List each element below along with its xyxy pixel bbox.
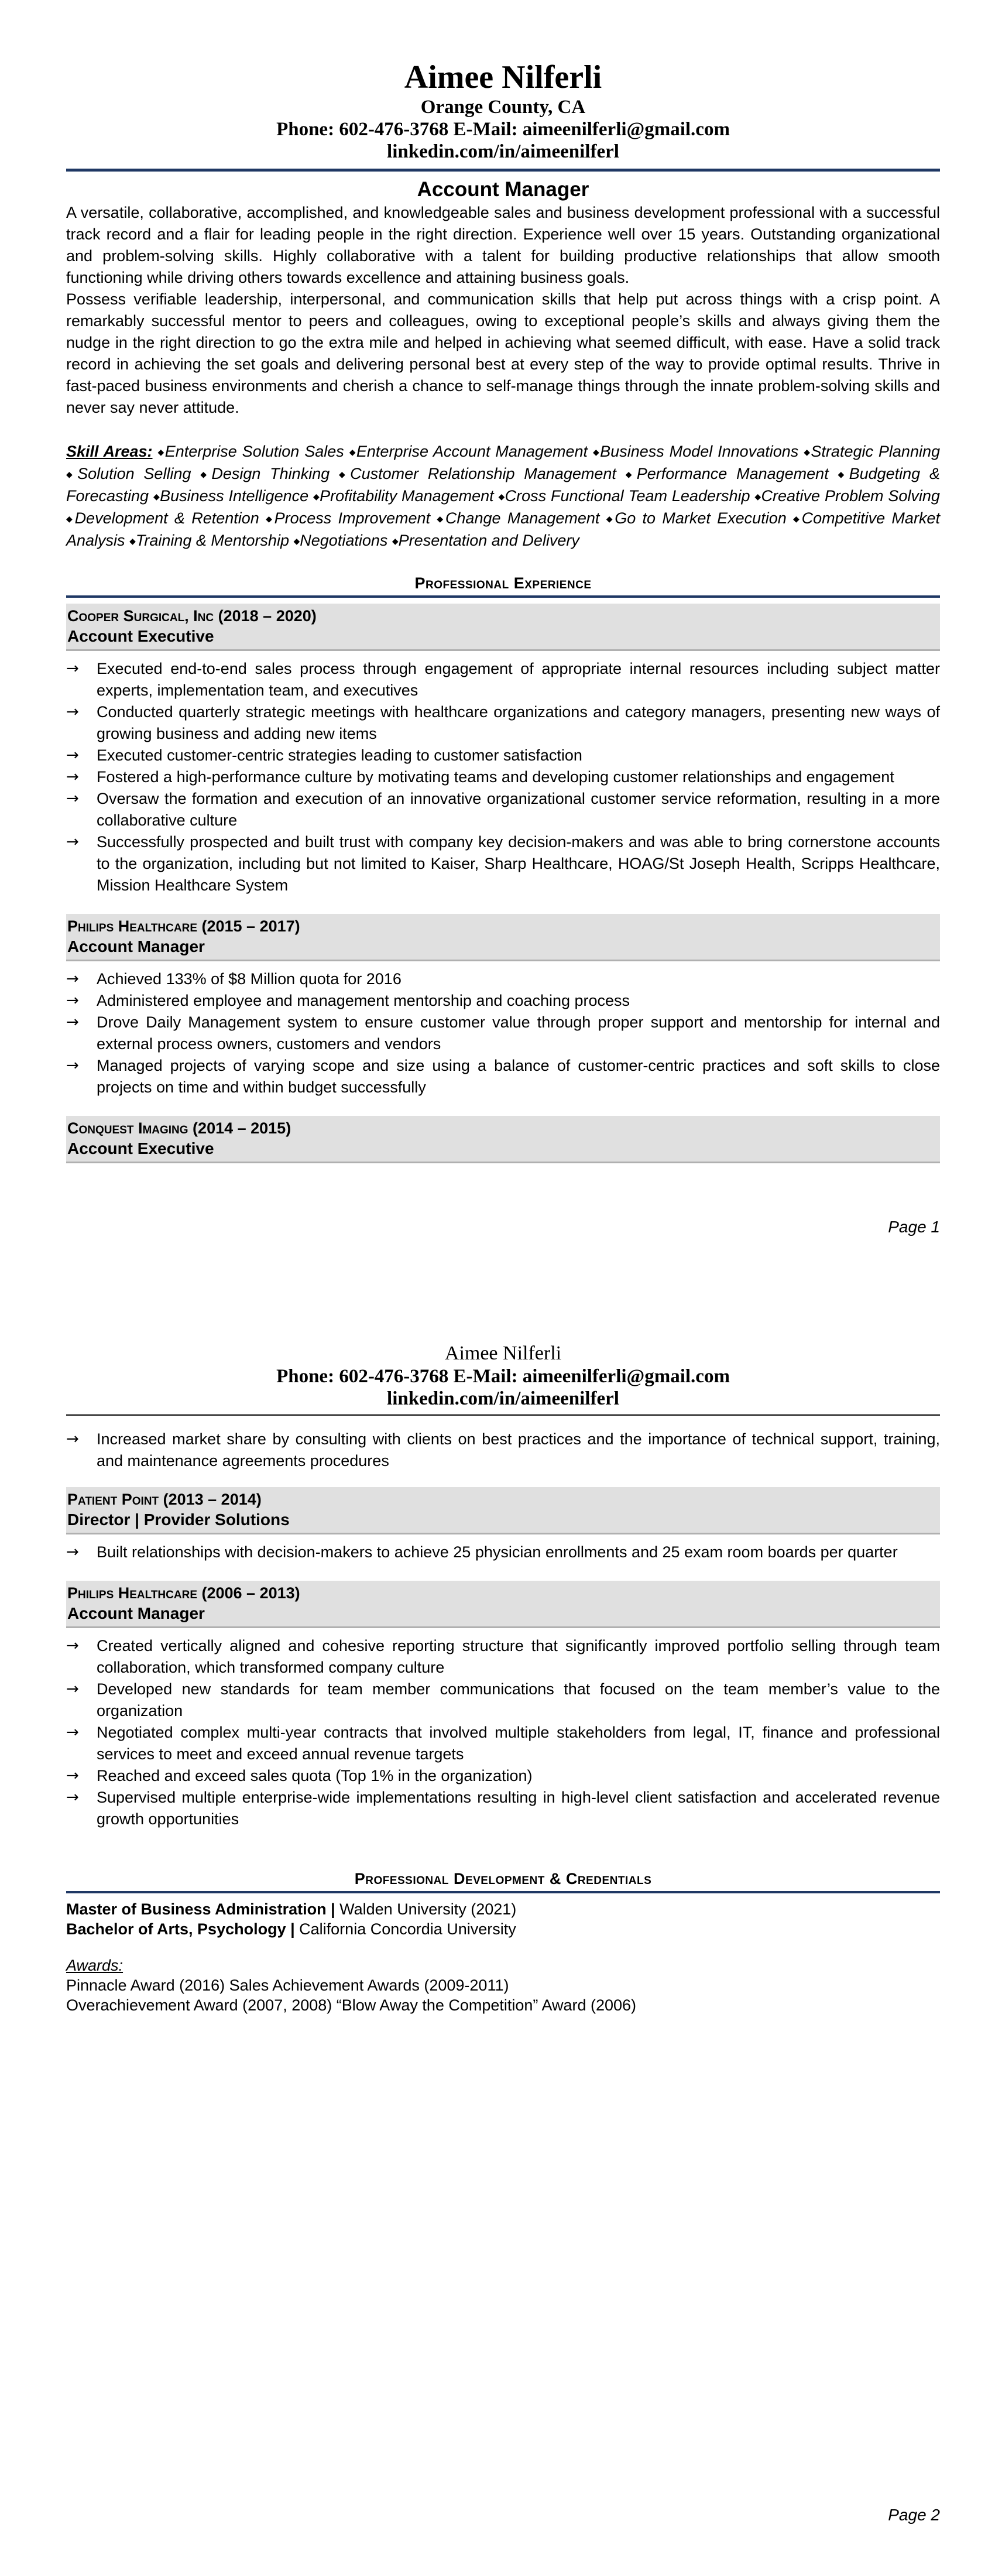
- right-arrow-icon: →: [66, 1680, 79, 1698]
- skill-item: Enterprise Solution Sales: [164, 443, 344, 460]
- candidate-contact: Phone: 602-476-3768 E-Mail: aimeenilferli@gmail.com: [276, 119, 730, 140]
- job-entry: [66, 914, 940, 1098]
- page-number-2: Page 2: [888, 2506, 940, 2524]
- bullet-text: Negotiated complex multi-year contracts that involved multiple stakeholders from legal, IT, finance and professional services to meet and exceed annual revenue targets: [97, 1724, 940, 1763]
- job-bullets: [66, 1542, 940, 1563]
- skill-item: Business Model Innovations: [600, 443, 799, 460]
- skill-item: Strategic Planning: [811, 443, 940, 460]
- job-header: [66, 1116, 940, 1163]
- skill-areas-label: Skill Areas:: [66, 443, 153, 460]
- header-divider-page-2: [66, 1414, 940, 1416]
- section-rule-credentials: [66, 1891, 940, 1893]
- skill-item: Process Improvement: [274, 509, 431, 527]
- job-bullets: [66, 968, 940, 1098]
- right-arrow-icon: →: [66, 1637, 79, 1654]
- skill-item: Solution Selling: [77, 465, 191, 482]
- bullet-text: Achieved 133% of $8 Million quota for 2016: [97, 970, 402, 988]
- right-arrow-icon: →: [66, 703, 79, 721]
- diamond-icon: ◆: [498, 492, 505, 501]
- bullet-item: [66, 701, 940, 745]
- diamond-icon: ◆: [437, 514, 445, 523]
- degree-list: [66, 1899, 940, 1939]
- diamond-icon: ◆: [793, 514, 802, 523]
- degree-row: [66, 1899, 940, 1919]
- right-arrow-icon: →: [66, 746, 79, 764]
- skill-item: Business Intelligence: [160, 487, 309, 505]
- bullet-text: Executed customer-centric strategies leading to customer satisfaction: [97, 746, 582, 764]
- bullet-item: [66, 1722, 940, 1765]
- bullet-text: Oversaw the formation and execution of an innovative organizational customer service reformation, resulting in a more collaborative culture: [97, 790, 940, 829]
- company-name: Conquest Imaging (2014 – 2015): [67, 1119, 291, 1137]
- right-arrow-icon: →: [66, 833, 79, 851]
- job-role: Account Executive: [67, 627, 214, 645]
- award-item: Pinnacle Award (2016) Sales Achievement Awards (2009-2011): [66, 1976, 509, 1994]
- summary-paragraph-1: A versatile, collaborative, accomplished, and knowledgeable sales and business development professional with a successful track record and a flair for leading people in the right direction. Experience well over 15 years. Outstanding organizational and problem-solving skills. Highly collaborative with a talent for building productive relationships that allow smooth functioning while driving others towards excellence and attaining business goals.: [66, 204, 940, 286]
- awards-label: Awards:: [66, 1957, 123, 1974]
- job-entry: [66, 604, 940, 896]
- job-entry: [66, 1487, 940, 1563]
- job-header: [66, 604, 940, 651]
- bullet-text: Developed new standards for team member communications that focused on the team member’s value to the organization: [97, 1680, 940, 1719]
- skill-item: Performance Management: [636, 465, 829, 482]
- diamond-icon: ◆: [392, 536, 399, 546]
- diamond-icon: ◆: [349, 447, 356, 457]
- diamond-icon: ◆: [157, 447, 165, 457]
- right-arrow-icon: →: [66, 1789, 79, 1806]
- diamond-icon: ◆: [838, 470, 849, 479]
- skill-item: Design Thinking: [211, 465, 330, 482]
- bullet-item: [66, 1635, 940, 1678]
- candidate-linkedin-page-2: linkedin.com/in/aimeenilferl: [387, 1388, 619, 1409]
- continued-bullets: [66, 1429, 940, 1472]
- right-arrow-icon: →: [66, 660, 79, 677]
- bullet-text: Fostered a high-performance culture by motivating teams and developing customer relationships and engagement: [97, 768, 894, 786]
- skill-item: Cross Functional Team Leadership: [505, 487, 750, 505]
- job-role: Director | Provider Solutions: [67, 1510, 290, 1529]
- bullet-text: Executed end-to-end sales process through engagement of appropriate internal resources including subject matter experts, implementation team, and executives: [97, 660, 940, 699]
- diamond-icon: ◆: [66, 470, 78, 479]
- bullet-item: [66, 745, 940, 766]
- section-rule: [66, 595, 940, 598]
- diamond-icon: ◆: [754, 492, 761, 501]
- page-number-1: Page 1: [888, 1218, 940, 1236]
- bullet-text: Increased market share by consulting with clients on best practices and the importance of technical support, training, and maintenance agreements procedures: [97, 1430, 940, 1469]
- skill-item: Presentation and Delivery: [398, 532, 579, 549]
- award-item: Overachievement Award (2007, 2008) “Blow Away the Competition” Award (2006): [66, 1996, 637, 2014]
- right-arrow-icon: →: [66, 970, 79, 988]
- bullet-text: Reached and exceed sales quota (Top 1% in the organization): [97, 1767, 533, 1784]
- resume-title: Account Manager: [417, 178, 589, 201]
- diamond-icon: ◆: [200, 470, 212, 479]
- skill-item: Budgeting & Forecasting: [66, 465, 940, 505]
- bullet-text: Administered employee and management mentorship and coaching process: [97, 992, 630, 1009]
- bullet-item: [66, 831, 940, 896]
- award-list: [66, 1975, 940, 2015]
- right-arrow-icon: →: [66, 1543, 79, 1561]
- page-1-content: [66, 0, 940, 1163]
- bullet-text: Supervised multiple enterprise-wide implementations resulting in high-level client satisfaction and accelerated revenue growth opportunities: [97, 1789, 940, 1828]
- bullet-item: [66, 1429, 940, 1472]
- summary-paragraph-2: Possess verifiable leadership, interpersonal, and communication skills that help put across things with a crisp point. A remarkably successful mentor to peers and colleagues, owing to exceptional people’s skills and always giving them the nudge in the right direction to go the extra mile and helped in achieving what seemed difficult, with ease. Have a solid track record in achieving the set goals and delivering personal best at every step of the way to provide optimal results. Thrive in fast-paced business environments and cherish a chance to self-manage things through the innate problem-solving skills and never say never attitude.: [66, 290, 940, 416]
- skill-item: Profitability Management: [320, 487, 494, 505]
- job-header: [66, 1487, 940, 1534]
- right-arrow-icon: →: [66, 790, 79, 807]
- skill-item: Change Management: [445, 509, 600, 527]
- degree-name: Master of Business Administration |: [66, 1900, 335, 1918]
- job-bullets: [66, 658, 940, 896]
- right-arrow-icon: →: [66, 1430, 79, 1448]
- skill-item: Development & Retention: [74, 509, 259, 527]
- degree-name: Bachelor of Arts, Psychology |: [66, 1920, 295, 1938]
- degree-school: Walden University (2021): [335, 1900, 517, 1918]
- company-name: Philips Healthcare (2006 – 2013): [67, 1584, 300, 1602]
- right-arrow-icon: →: [66, 1767, 79, 1784]
- job-bullets: [66, 1635, 940, 1830]
- diamond-icon: ◆: [313, 492, 320, 501]
- job-entry: [66, 1581, 940, 1830]
- bullet-item: [66, 968, 940, 990]
- candidate-linkedin: linkedin.com/in/aimeenilferl: [387, 141, 619, 162]
- skill-item: Go to Market Execution: [615, 509, 787, 527]
- diamond-icon: ◆: [153, 492, 160, 501]
- diamond-icon: ◆: [339, 470, 351, 479]
- job-header: [66, 914, 940, 961]
- job-role: Account Manager: [67, 937, 205, 955]
- diamond-icon: ◆: [606, 514, 615, 523]
- job-role: Account Executive: [67, 1139, 214, 1157]
- bullet-text: Conducted quarterly strategic meetings with healthcare organizations and category managers, presenting new ways of growing business and adding new items: [97, 703, 940, 742]
- header-divider: [66, 169, 940, 172]
- bullet-item: [66, 1787, 940, 1830]
- diamond-icon: ◆: [129, 536, 136, 546]
- skill-item: Customer Relationship Management: [350, 465, 616, 482]
- section-heading-credentials: Professional Development & Credentials: [354, 1870, 652, 1888]
- job-role: Account Manager: [67, 1604, 205, 1622]
- company-name: Patient Point (2013 – 2014): [67, 1491, 262, 1508]
- bullet-item: [66, 1765, 940, 1787]
- skill-item: Creative Problem Solving: [761, 487, 940, 505]
- diamond-icon: ◆: [66, 514, 75, 523]
- skill-item: Training & Mentorship: [135, 532, 289, 549]
- diamond-icon: ◆: [293, 536, 300, 546]
- job-header: [66, 1581, 940, 1628]
- bullet-item: [66, 788, 940, 831]
- candidate-contact-page-2: Phone: 602-476-3768 E-Mail: aimeenilferli@gmail.com: [276, 1366, 730, 1387]
- company-name: Philips Healthcare (2015 – 2017): [67, 917, 300, 935]
- diamond-icon: ◆: [625, 470, 637, 479]
- candidate-location: Orange County, CA: [420, 97, 586, 118]
- degree-school: California Concordia University: [294, 1920, 516, 1938]
- right-arrow-icon: →: [66, 1057, 79, 1074]
- right-arrow-icon: →: [66, 1724, 79, 1741]
- right-arrow-icon: →: [66, 768, 79, 786]
- bullet-text: Drove Daily Management system to ensure customer value through proper support and mentorship for internal and external process owners, customers and vendors: [97, 1013, 940, 1053]
- experience-list-page-1: [66, 604, 940, 1163]
- bullet-item: [66, 990, 940, 1012]
- skill-item: Competitive Market Analysis: [66, 509, 940, 549]
- degree-row: [66, 1919, 940, 1939]
- bullet-item: [66, 658, 940, 701]
- bullet-item: [66, 766, 940, 788]
- bullet-text: Built relationships with decision-makers to achieve 25 physician enrollments and 25 exam room boards per quarter: [97, 1543, 898, 1561]
- skill-item: Enterprise Account Management: [356, 443, 588, 460]
- diamond-icon: ◆: [266, 514, 275, 523]
- page-2-content: [66, 1288, 940, 2015]
- bullet-text: Successfully prospected and built trust with company key decision-makers and was able to bring cornerstone accounts to the organization, including but not limited to Kaiser, Sharp Healthcare, HOAG/St Joseph Health, Scripps Healthcare, Mission Healthcare System: [97, 833, 940, 894]
- section-heading-experience: Professional Experience: [414, 574, 592, 592]
- bullet-item: [66, 1055, 940, 1098]
- bullet-text: Managed projects of varying scope and size using a balance of customer-centric practices and soft skills to close projects on time and within budget successfully: [97, 1057, 940, 1096]
- company-name: Cooper Surgical, Inc (2018 – 2020): [67, 607, 317, 625]
- bullet-item: [66, 1542, 940, 1563]
- diamond-icon: ◆: [804, 447, 811, 457]
- experience-list-page-2: [66, 1487, 940, 1830]
- skill-item: Negotiations: [300, 532, 388, 549]
- resume-page-2: [0, 1288, 995, 2576]
- candidate-name: Aimee Nilferli: [404, 59, 602, 95]
- right-arrow-icon: →: [66, 1013, 79, 1031]
- right-arrow-icon: →: [66, 992, 79, 1009]
- bullet-item: [66, 1012, 940, 1055]
- candidate-name-page-2: Aimee Nilferli: [444, 1342, 562, 1364]
- bullet-item: [66, 1678, 940, 1722]
- bullet-text: Created vertically aligned and cohesive reporting structure that significantly improved portfolio selling through team collaboration, which transformed company culture: [97, 1637, 940, 1676]
- skill-areas: [66, 441, 940, 552]
- diamond-icon: ◆: [592, 447, 601, 457]
- job-entry: [66, 1116, 940, 1163]
